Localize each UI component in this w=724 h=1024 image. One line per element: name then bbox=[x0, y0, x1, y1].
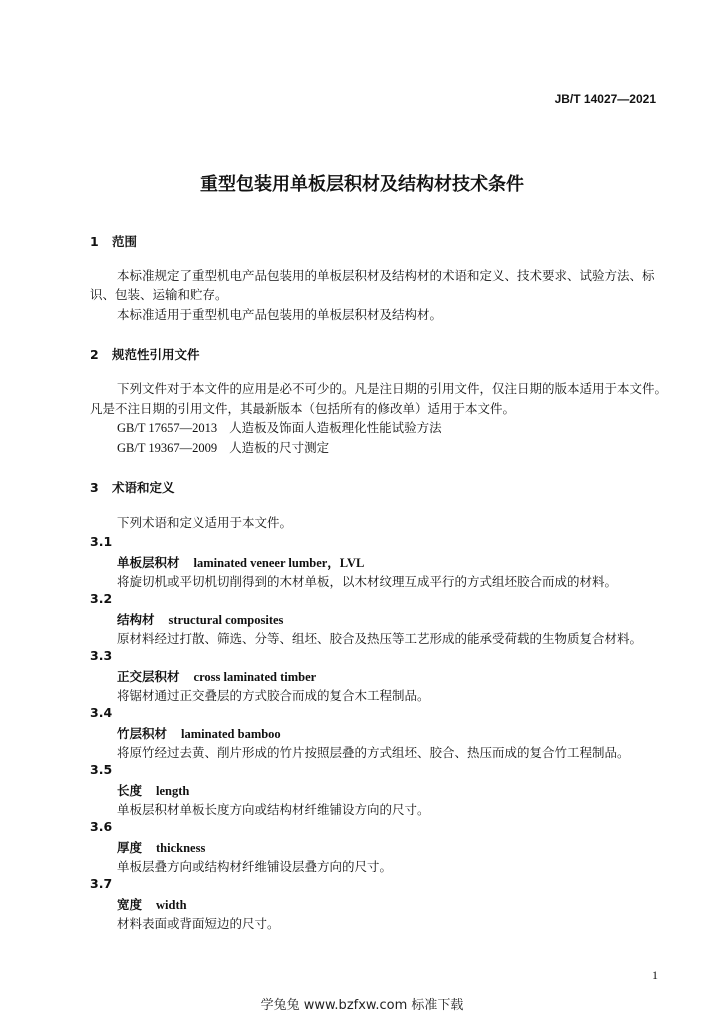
reference-code: GB/T 17657—2013 bbox=[117, 421, 218, 435]
reference-item bbox=[117, 438, 329, 456]
clause-number: 3.5 bbox=[90, 762, 113, 777]
term-definition: 单板层叠方向或结构材纤维铺设层叠方向的尺寸。 bbox=[117, 859, 393, 874]
section-3-heading bbox=[90, 478, 175, 496]
scope-paragraph-line: 本标准规定了重型机电产品包装用的单板层积材及结构材的术语和定义、技术要求、试验方法、标 bbox=[117, 268, 655, 283]
term-cn: 单板层积材 bbox=[117, 555, 180, 570]
clause-number: 3.1 bbox=[90, 534, 113, 549]
term-definition: 将锯材通过正交叠层的方式胶合而成的复合木工程制品。 bbox=[117, 688, 430, 703]
reference-code: GB/T 19367—2009 bbox=[117, 441, 218, 455]
page-number: 1 bbox=[652, 968, 658, 982]
term-en: width bbox=[156, 898, 187, 912]
term-cn: 结构材 bbox=[117, 612, 155, 627]
section-number: 2 bbox=[90, 347, 99, 362]
term-en: laminated bamboo bbox=[181, 727, 281, 741]
term-cn: 厚度 bbox=[117, 840, 143, 855]
term-cn: 宽度 bbox=[117, 897, 143, 912]
term-en: structural composites bbox=[168, 613, 284, 627]
references-intro-line: 下列文件对于本文件的应用是必不可少的。凡是注日期的引用文件，仅注日期的版本适用于本文件。 bbox=[117, 381, 668, 396]
document-title: 重型包装用单板层积材及结构材技术条件 bbox=[200, 174, 524, 195]
clause-number: 3.7 bbox=[90, 876, 113, 891]
term-en: length bbox=[156, 784, 190, 798]
term-en: cross laminated timber bbox=[193, 670, 317, 684]
section-title: 术语和定义 bbox=[112, 480, 175, 495]
reference-title: 人造板及饰面人造板理化性能试验方法 bbox=[229, 420, 442, 435]
references-intro-line: 凡是不注日期的引用文件，其最新版本（包括所有的修改单）适用于本文件。 bbox=[90, 401, 516, 416]
term-cn: 长度 bbox=[117, 783, 143, 798]
section-2-heading bbox=[90, 345, 200, 363]
term-cn: 竹层积材 bbox=[117, 726, 168, 741]
section-title: 规范性引用文件 bbox=[112, 347, 200, 362]
clause-number: 3.3 bbox=[90, 648, 113, 663]
term-definition: 原材料经过打散、筛选、分等、组坯、胶合及热压等工艺形成的能承受荷载的生物质复合材料。 bbox=[117, 631, 643, 646]
section-1-heading bbox=[90, 232, 137, 250]
terms-intro: 下列术语和定义适用于本文件。 bbox=[117, 515, 293, 530]
section-title: 范围 bbox=[112, 234, 138, 249]
clause-number: 3.4 bbox=[90, 705, 113, 720]
scope-paragraph: 本标准适用于重型机电产品包装用的单板层积材及结构材。 bbox=[117, 307, 443, 322]
term-entry bbox=[117, 781, 189, 799]
term-entry bbox=[117, 895, 187, 913]
term-definition: 将原竹经过去黄、削片形成的竹片按照层叠的方式组坯、胶合、热压而成的复合竹工程制品。 bbox=[117, 745, 630, 760]
term-cn: 正交层积材 bbox=[117, 669, 180, 684]
section-number: 1 bbox=[90, 234, 99, 249]
clause-number: 3.6 bbox=[90, 819, 113, 834]
reference-item bbox=[117, 418, 442, 436]
term-entry bbox=[117, 667, 316, 685]
term-definition: 单板层积材单板长度方向或结构材纤维铺设方向的尺寸。 bbox=[117, 802, 430, 817]
reference-title: 人造板的尺寸测定 bbox=[229, 440, 330, 455]
term-definition: 将旋切机或平切机切削得到的木材单板，以木材纹理互成平行的方式组坯胶合而成的材料。 bbox=[117, 574, 618, 589]
clause-number: 3.2 bbox=[90, 591, 113, 606]
term-entry bbox=[117, 724, 281, 742]
standard-code: JB/T 14027—2021 bbox=[554, 92, 656, 106]
term-en: laminated veneer lumber，LVL bbox=[193, 556, 365, 570]
scope-paragraph-line: 识、包装、运输和贮存。 bbox=[90, 287, 228, 302]
watermark-text: 学兔兔 www.bzfxw.com 标准下载 bbox=[260, 998, 464, 1013]
term-entry bbox=[117, 610, 283, 628]
term-entry bbox=[117, 553, 364, 571]
term-en: thickness bbox=[156, 841, 206, 855]
section-number: 3 bbox=[90, 480, 99, 495]
term-entry bbox=[117, 838, 205, 856]
term-definition: 材料表面或背面短边的尺寸。 bbox=[117, 916, 280, 931]
